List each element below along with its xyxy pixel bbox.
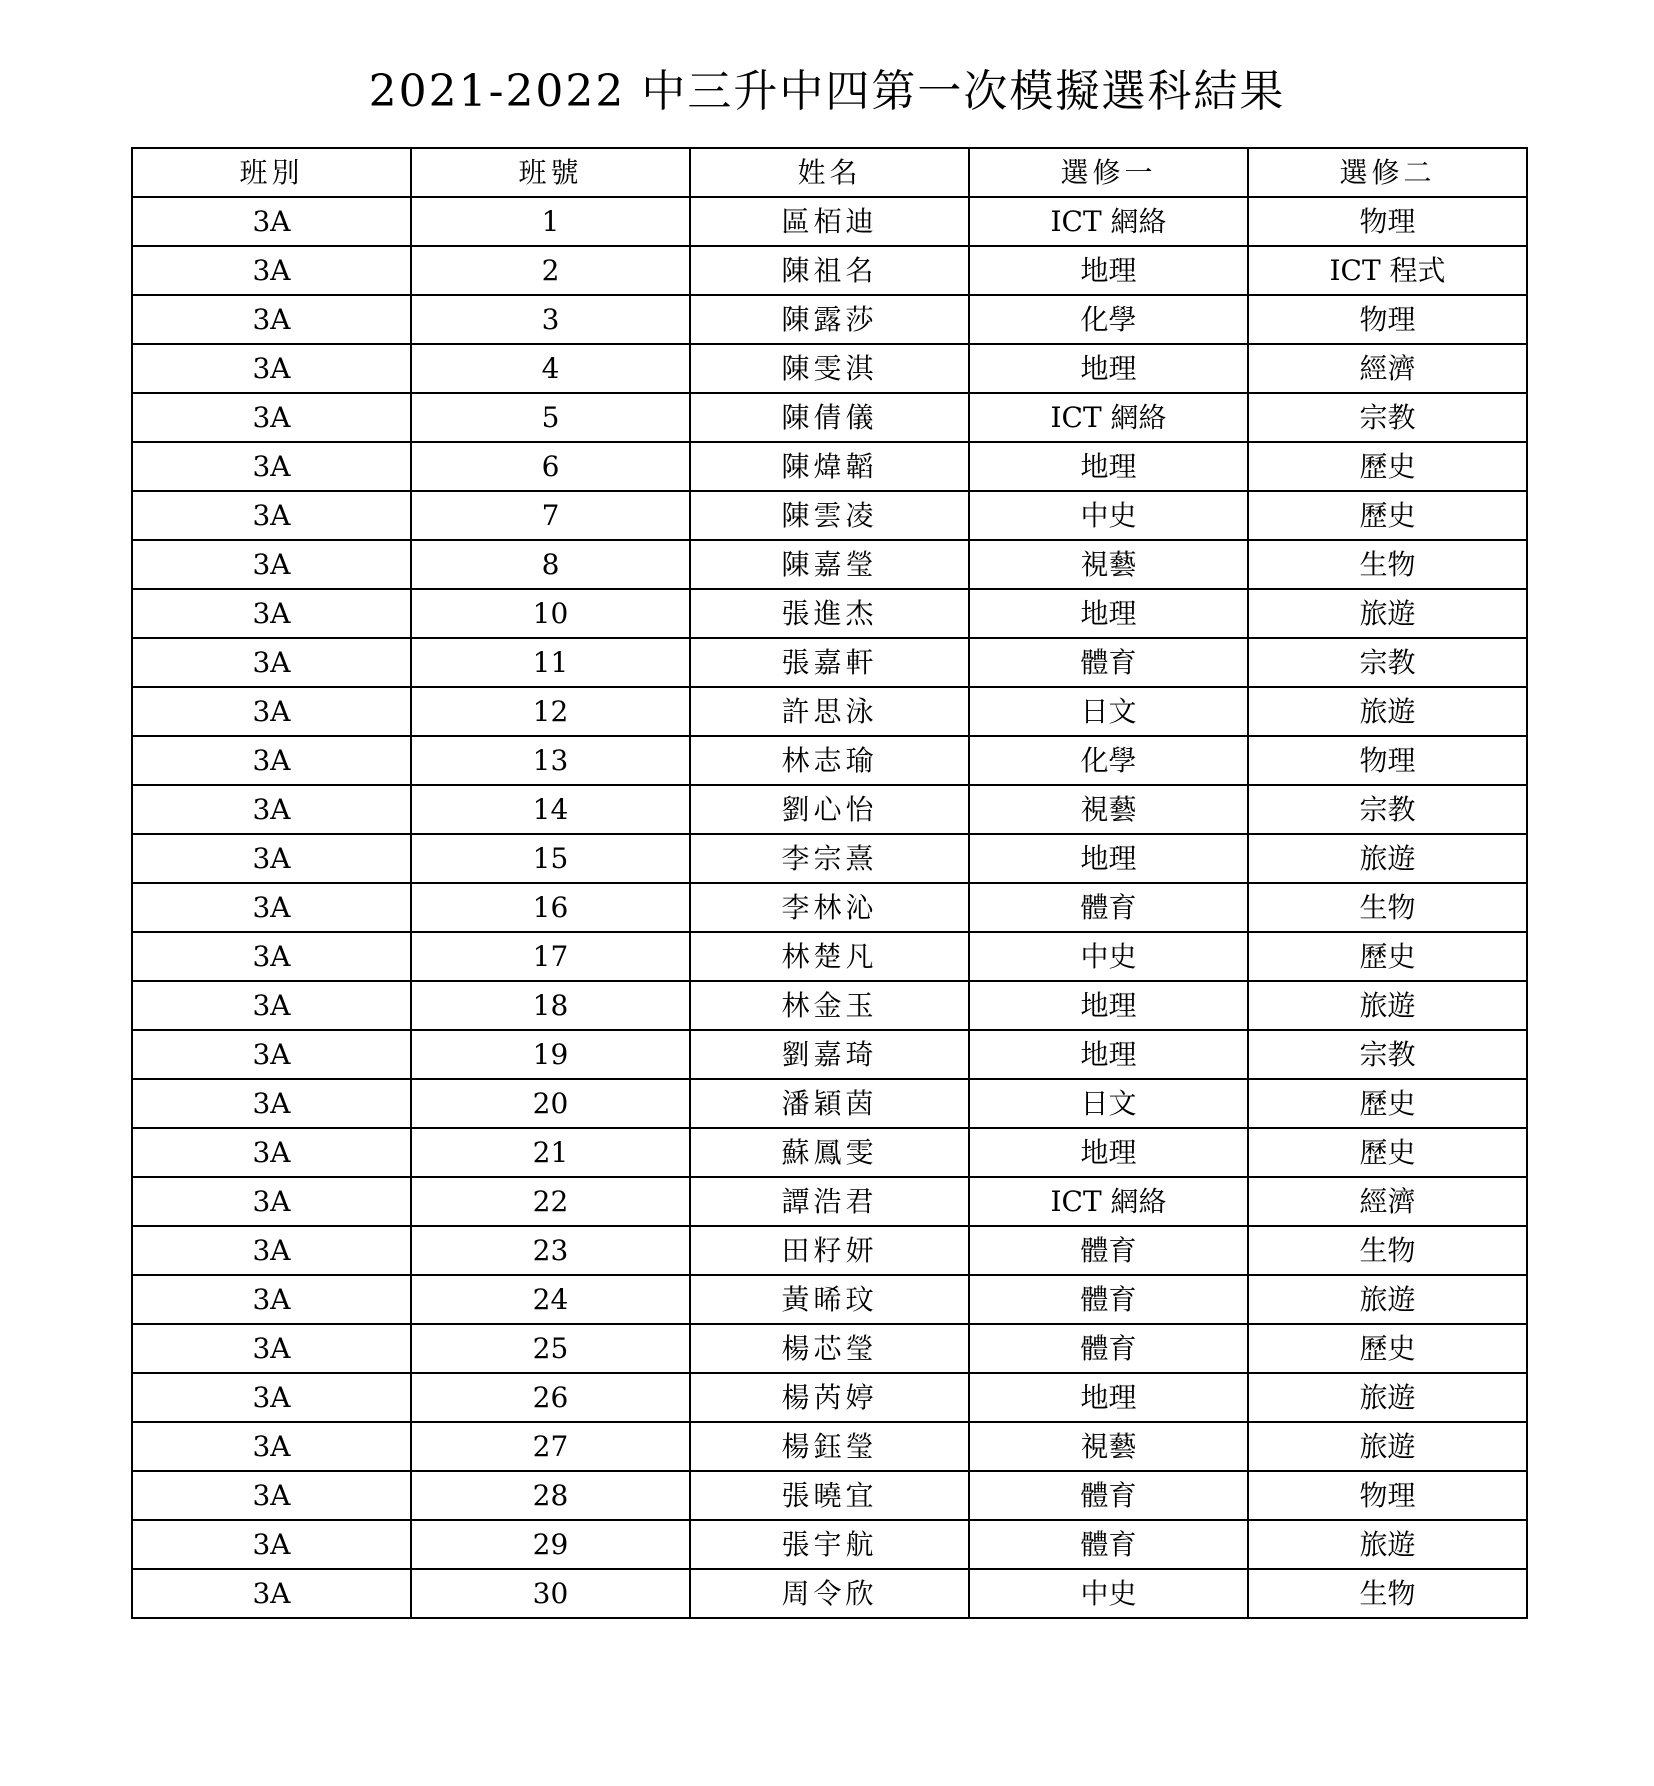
table-row: [132, 1030, 1527, 1079]
elective-1-cell: 視藝: [969, 1422, 1248, 1471]
class-number-cell: 20: [411, 1079, 690, 1128]
class-cell: 3A: [132, 589, 411, 638]
elective-1-cell: 中史: [969, 491, 1248, 540]
elective-2-cell: 宗教: [1248, 785, 1527, 834]
student-name-cell: 陳倩儀: [690, 393, 969, 442]
table-row: [132, 442, 1527, 491]
class-cell: 3A: [132, 1275, 411, 1324]
elective-2-cell: 旅遊: [1248, 1422, 1527, 1471]
student-name-cell: 田籽妍: [690, 1226, 969, 1275]
table-row: [132, 197, 1527, 246]
table-row: [132, 1079, 1527, 1128]
student-name-cell: 許思泳: [690, 687, 969, 736]
elective-1-cell: 化學: [969, 295, 1248, 344]
student-name-cell: 張宇航: [690, 1520, 969, 1569]
class-number-cell: 10: [411, 589, 690, 638]
table-row: [132, 638, 1527, 687]
class-cell: 3A: [132, 1373, 411, 1422]
elective-2-cell: 物理: [1248, 197, 1527, 246]
column-header-class-number: 班號: [411, 148, 690, 197]
class-number-cell: 13: [411, 736, 690, 785]
class-cell: 3A: [132, 687, 411, 736]
table-row: [132, 883, 1527, 932]
student-name-cell: 林金玉: [690, 981, 969, 1030]
elective-1-cell: ICT 網絡: [969, 197, 1248, 246]
class-number-cell: 12: [411, 687, 690, 736]
page-title: 2021-2022 中三升中四第一次模擬選科結果: [368, 66, 1286, 117]
class-number-cell: 8: [411, 540, 690, 589]
student-name-cell: 區栢迪: [690, 197, 969, 246]
class-cell: 3A: [132, 981, 411, 1030]
student-name-cell: 譚浩君: [690, 1177, 969, 1226]
student-name-cell: 劉心怡: [690, 785, 969, 834]
elective-1-cell: 體育: [969, 883, 1248, 932]
student-name-cell: 張曉宜: [690, 1471, 969, 1520]
elective-2-cell: 宗教: [1248, 1030, 1527, 1079]
elective-2-cell: 生物: [1248, 1569, 1527, 1618]
class-cell: 3A: [132, 540, 411, 589]
class-cell: 3A: [132, 442, 411, 491]
elective-1-cell: 體育: [969, 1275, 1248, 1324]
elective-1-cell: 體育: [969, 1226, 1248, 1275]
class-cell: 3A: [132, 1324, 411, 1373]
elective-1-cell: 中史: [969, 932, 1248, 981]
table-row: [132, 785, 1527, 834]
elective-2-cell: 旅遊: [1248, 1275, 1527, 1324]
student-name-cell: 陳雲凌: [690, 491, 969, 540]
student-name-cell: 潘穎茵: [690, 1079, 969, 1128]
elective-2-cell: 生物: [1248, 883, 1527, 932]
student-name-cell: 張嘉軒: [690, 638, 969, 687]
column-header-elective-2: 選修二: [1248, 148, 1527, 197]
class-cell: 3A: [132, 344, 411, 393]
elective-2-cell: 歷史: [1248, 442, 1527, 491]
student-name-cell: 陳露莎: [690, 295, 969, 344]
class-cell: 3A: [132, 197, 411, 246]
elective-1-cell: 地理: [969, 1128, 1248, 1177]
class-number-cell: 14: [411, 785, 690, 834]
class-number-cell: 7: [411, 491, 690, 540]
table-row: [132, 1275, 1527, 1324]
student-name-cell: 黃晞玟: [690, 1275, 969, 1324]
elective-1-cell: 體育: [969, 1324, 1248, 1373]
class-number-cell: 18: [411, 981, 690, 1030]
elective-1-cell: 地理: [969, 1030, 1248, 1079]
student-name-cell: 楊芮婷: [690, 1373, 969, 1422]
class-number-cell: 16: [411, 883, 690, 932]
elective-1-cell: 體育: [969, 1471, 1248, 1520]
elective-2-cell: 旅遊: [1248, 687, 1527, 736]
student-name-cell: 陳祖名: [690, 246, 969, 295]
elective-1-cell: ICT 網絡: [969, 1177, 1248, 1226]
class-number-cell: 4: [411, 344, 690, 393]
class-number-cell: 1: [411, 197, 690, 246]
student-name-cell: 蘇鳳雯: [690, 1128, 969, 1177]
elective-2-cell: 歷史: [1248, 1128, 1527, 1177]
class-cell: 3A: [132, 834, 411, 883]
elective-2-cell: 物理: [1248, 1471, 1527, 1520]
student-name-cell: 陳煒韜: [690, 442, 969, 491]
table-row: [132, 491, 1527, 540]
class-cell: 3A: [132, 785, 411, 834]
table-row: [132, 687, 1527, 736]
student-name-cell: 周令欣: [690, 1569, 969, 1618]
class-cell: 3A: [132, 1422, 411, 1471]
table-row: [132, 246, 1527, 295]
elective-1-cell: 視藝: [969, 540, 1248, 589]
elective-2-cell: 旅遊: [1248, 589, 1527, 638]
table-row: [132, 1520, 1527, 1569]
class-number-cell: 3: [411, 295, 690, 344]
student-name-cell: 李林沁: [690, 883, 969, 932]
class-cell: 3A: [132, 883, 411, 932]
class-cell: 3A: [132, 1030, 411, 1079]
elective-2-cell: 經濟: [1248, 1177, 1527, 1226]
student-name-cell: 林志瑜: [690, 736, 969, 785]
elective-2-cell: 生物: [1248, 1226, 1527, 1275]
column-header-name: 姓名: [690, 148, 969, 197]
elective-2-cell: 經濟: [1248, 344, 1527, 393]
table-row: [132, 736, 1527, 785]
class-cell: 3A: [132, 1079, 411, 1128]
class-number-cell: 21: [411, 1128, 690, 1177]
class-cell: 3A: [132, 246, 411, 295]
table-row: [132, 1128, 1527, 1177]
class-number-cell: 15: [411, 834, 690, 883]
elective-2-cell: 歷史: [1248, 491, 1527, 540]
elective-2-cell: ICT 程式: [1248, 246, 1527, 295]
student-name-cell: 陳雯淇: [690, 344, 969, 393]
student-name-cell: 李宗熹: [690, 834, 969, 883]
class-number-cell: 5: [411, 393, 690, 442]
class-number-cell: 26: [411, 1373, 690, 1422]
student-name-cell: 楊鈺瑩: [690, 1422, 969, 1471]
elective-2-cell: 宗教: [1248, 638, 1527, 687]
class-cell: 3A: [132, 1569, 411, 1618]
class-number-cell: 28: [411, 1471, 690, 1520]
class-number-cell: 25: [411, 1324, 690, 1373]
table-row: [132, 1422, 1527, 1471]
table-row: [132, 1324, 1527, 1373]
table-row: [132, 1226, 1527, 1275]
class-number-cell: 24: [411, 1275, 690, 1324]
table-row: [132, 1569, 1527, 1618]
class-number-cell: 29: [411, 1520, 690, 1569]
elective-2-cell: 旅遊: [1248, 834, 1527, 883]
student-name-cell: 陳嘉瑩: [690, 540, 969, 589]
class-number-cell: 11: [411, 638, 690, 687]
elective-2-cell: 歷史: [1248, 932, 1527, 981]
elective-1-cell: 地理: [969, 834, 1248, 883]
class-cell: 3A: [132, 491, 411, 540]
table-row: [132, 1471, 1527, 1520]
elective-2-cell: 物理: [1248, 295, 1527, 344]
elective-1-cell: ICT 網絡: [969, 393, 1248, 442]
elective-1-cell: 地理: [969, 981, 1248, 1030]
elective-2-cell: 旅遊: [1248, 1373, 1527, 1422]
elective-1-cell: 地理: [969, 442, 1248, 491]
elective-2-cell: 旅遊: [1248, 981, 1527, 1030]
table-row: [132, 932, 1527, 981]
student-name-cell: 楊芯瑩: [690, 1324, 969, 1373]
class-cell: 3A: [132, 736, 411, 785]
table-header-row: [132, 148, 1527, 197]
elective-1-cell: 地理: [969, 1373, 1248, 1422]
class-number-cell: 2: [411, 246, 690, 295]
class-number-cell: 19: [411, 1030, 690, 1079]
column-header-class: 班別: [132, 148, 411, 197]
table-row: [132, 393, 1527, 442]
elective-1-cell: 日文: [969, 687, 1248, 736]
class-number-cell: 17: [411, 932, 690, 981]
table-row: [132, 344, 1527, 393]
class-cell: 3A: [132, 932, 411, 981]
class-number-cell: 23: [411, 1226, 690, 1275]
table-row: [132, 1373, 1527, 1422]
student-name-cell: 林楚凡: [690, 932, 969, 981]
elective-1-cell: 日文: [969, 1079, 1248, 1128]
student-name-cell: 張進杰: [690, 589, 969, 638]
class-cell: 3A: [132, 295, 411, 344]
table-body: [132, 197, 1527, 1618]
elective-2-cell: 旅遊: [1248, 1520, 1527, 1569]
class-cell: 3A: [132, 1226, 411, 1275]
class-cell: 3A: [132, 1177, 411, 1226]
elective-1-cell: 化學: [969, 736, 1248, 785]
table-row: [132, 981, 1527, 1030]
elective-1-cell: 地理: [969, 589, 1248, 638]
class-number-cell: 6: [411, 442, 690, 491]
table-row: [132, 295, 1527, 344]
elective-2-cell: 物理: [1248, 736, 1527, 785]
elective-2-cell: 歷史: [1248, 1079, 1527, 1128]
class-cell: 3A: [132, 1471, 411, 1520]
class-cell: 3A: [132, 1128, 411, 1177]
elective-1-cell: 地理: [969, 246, 1248, 295]
elective-1-cell: 視藝: [969, 785, 1248, 834]
class-number-cell: 27: [411, 1422, 690, 1471]
elective-2-cell: 歷史: [1248, 1324, 1527, 1373]
column-header-elective-1: 選修一: [969, 148, 1248, 197]
class-cell: 3A: [132, 638, 411, 687]
class-cell: 3A: [132, 393, 411, 442]
subject-selection-table: [131, 147, 1528, 1619]
class-number-cell: 30: [411, 1569, 690, 1618]
elective-2-cell: 宗教: [1248, 393, 1527, 442]
table-row: [132, 1177, 1527, 1226]
elective-1-cell: 體育: [969, 638, 1248, 687]
table-row: [132, 834, 1527, 883]
elective-1-cell: 體育: [969, 1520, 1248, 1569]
elective-1-cell: 中史: [969, 1569, 1248, 1618]
class-number-cell: 22: [411, 1177, 690, 1226]
class-cell: 3A: [132, 1520, 411, 1569]
student-name-cell: 劉嘉琦: [690, 1030, 969, 1079]
table-row: [132, 540, 1527, 589]
elective-2-cell: 生物: [1248, 540, 1527, 589]
table-row: [132, 589, 1527, 638]
elective-1-cell: 地理: [969, 344, 1248, 393]
